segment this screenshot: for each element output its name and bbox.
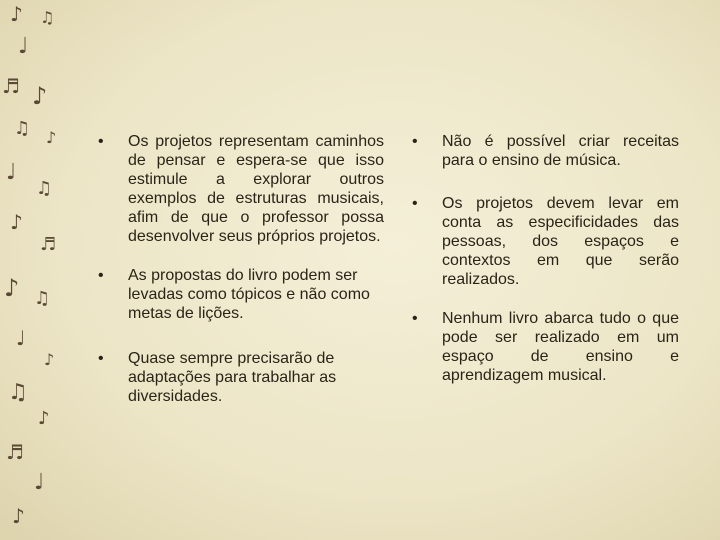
- music-note-icon: ♩: [18, 34, 29, 59]
- music-note-icon: ♪: [38, 408, 50, 429]
- right-bullet-column: [412, 132, 679, 405]
- music-note-icon: ♪: [10, 210, 23, 234]
- music-note-icon: ♫: [8, 380, 28, 405]
- music-note-icon: ♬: [40, 234, 57, 255]
- bullet-text: Os projetos devem levar em conta as especificidades das pessoas, dos espaços e contextos em que serão realizados.: [442, 195, 679, 288]
- bullet-text: Os projetos representam caminhos de pensar e espera-se que isso estimule a explorar outros exemplos de estruturas musicais, afim de que o professor possa desenvolver seus próprios projetos.: [128, 133, 384, 245]
- music-note-icon: ♪: [32, 82, 48, 110]
- bullet-text: Nenhum livro abarca tudo o que pode ser realizado em um espaço de ensino e aprendizagem musical.: [442, 310, 679, 384]
- bullet-icon: •: [412, 310, 418, 327]
- music-note-icon: ♬: [2, 74, 20, 98]
- bullet-text: As propostas do livro podem ser levadas como tópicos e não como metas de lições.: [128, 267, 370, 322]
- music-note-icon: ♩: [6, 160, 17, 185]
- left-bullet-column: [98, 132, 384, 426]
- bullet-text: Não é possível criar receitas para o ensino de música.: [442, 133, 679, 169]
- music-note-icon: ♫: [40, 8, 55, 27]
- music-note-icon: ♪: [4, 274, 20, 302]
- music-note-icon: ♪: [44, 350, 55, 369]
- music-notes-border: [0, 0, 78, 540]
- music-note-icon: ♪: [46, 128, 57, 147]
- bullet-item: [98, 132, 384, 246]
- bullet-icon: •: [412, 133, 418, 150]
- music-note-icon: ♬: [6, 440, 24, 464]
- music-note-icon: ♩: [34, 470, 45, 495]
- music-note-icon: ♫: [36, 178, 53, 199]
- bullet-item: [98, 266, 384, 323]
- bullet-icon: •: [98, 350, 104, 367]
- bullet-text: Quase sempre precisarão de adaptações para trabalhar as diversidades.: [128, 350, 337, 405]
- music-note-icon: ♫: [34, 288, 51, 309]
- music-note-icon: ♩: [16, 326, 26, 350]
- music-note-icon: ♫: [14, 118, 31, 139]
- bullet-item: [98, 349, 384, 406]
- bullet-item: [412, 194, 679, 289]
- music-note-icon: ♪: [10, 2, 23, 26]
- bullet-icon: •: [98, 133, 104, 150]
- bullet-item: [412, 132, 679, 170]
- bullet-icon: •: [98, 267, 104, 284]
- bullet-icon: •: [412, 195, 418, 212]
- bullet-item: [412, 309, 679, 385]
- music-note-icon: ♪: [12, 504, 25, 528]
